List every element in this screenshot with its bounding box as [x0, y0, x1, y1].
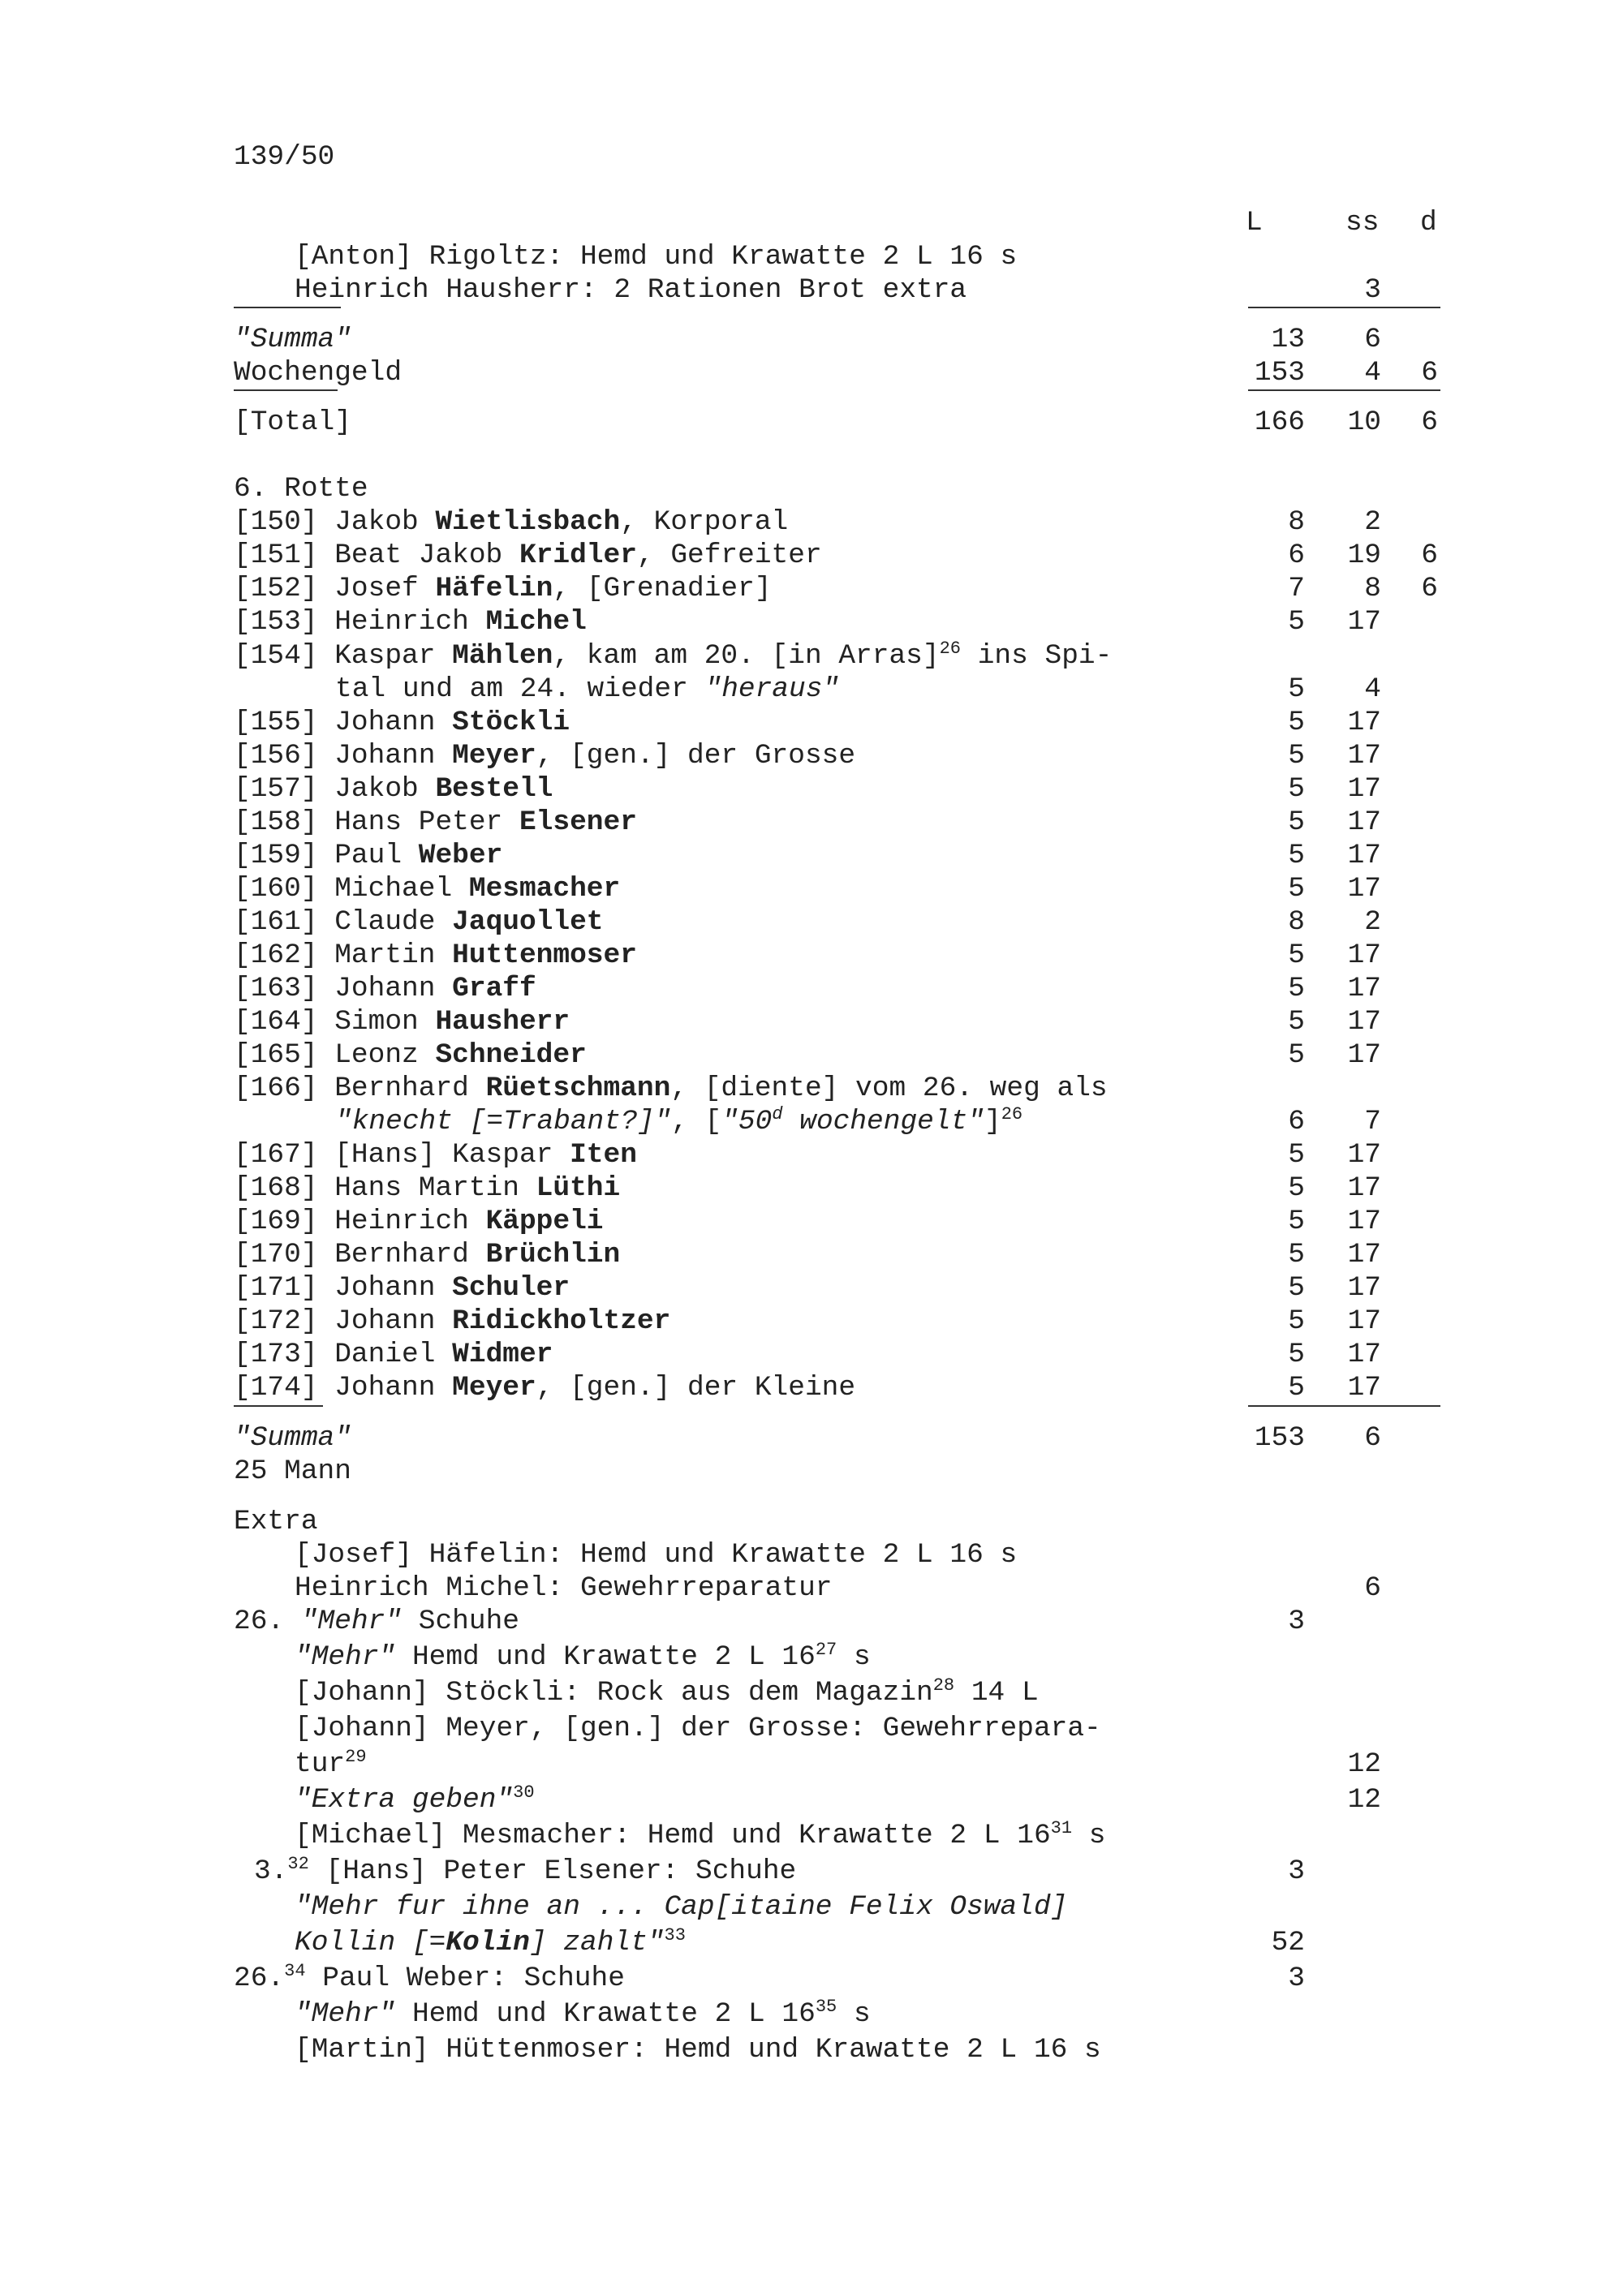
surname: Huttenmoser	[452, 939, 637, 971]
text-run: [154] Kaspar	[234, 640, 453, 672]
surname: Schuler	[452, 1272, 570, 1304]
text-run: s	[837, 1998, 871, 2030]
footnote-ref: 30	[513, 1782, 535, 1803]
column-header-row	[0, 206, 1623, 239]
ledger-row	[0, 273, 1623, 307]
roster-row	[0, 1072, 1623, 1105]
entry-text	[295, 1890, 1067, 1924]
roster-row	[0, 972, 1623, 1005]
extra-row	[0, 2033, 1623, 2066]
footnote-ref: 28	[932, 1675, 955, 1696]
text-run: s	[1072, 1820, 1106, 1851]
text-run: ]	[984, 1106, 1001, 1137]
amount-sols: 17	[1347, 1339, 1381, 1370]
entry-text	[234, 872, 620, 905]
entry-text	[234, 505, 788, 539]
footnote-ref: 34	[284, 1961, 306, 1981]
amount-livres: 5	[1288, 973, 1305, 1004]
text-run: 14 L	[954, 1677, 1039, 1709]
text-run: [152] Josef	[234, 573, 436, 604]
text-run: tal und am 24. wieder	[335, 673, 705, 705]
extra-row	[0, 1605, 1623, 1638]
extra-row	[0, 1855, 1623, 1888]
text-run: [173] Daniel	[234, 1339, 453, 1370]
text-run: "50	[721, 1106, 773, 1137]
entry-text	[234, 1505, 318, 1538]
text-run: Wochengeld	[234, 357, 403, 389]
amount-sols: 17	[1347, 1139, 1381, 1171]
text-run: [Michael] Mesmacher: Hemd und Krawatte 2 L 16	[295, 1820, 1051, 1851]
surname: Jaquollet	[452, 906, 604, 938]
roster-row	[0, 1371, 1623, 1404]
extra-row	[0, 1748, 1623, 1781]
rule-top-text	[234, 307, 341, 308]
surname: Wietlisbach	[435, 506, 621, 538]
text-run: 26.	[234, 1963, 285, 1994]
text-run: [150] Jakob	[234, 506, 436, 538]
amount-sols: 17	[1347, 1006, 1381, 1038]
text-run: [158] Hans Peter	[234, 806, 519, 838]
entry-text	[234, 323, 351, 356]
footnote-ref: 31	[1050, 1818, 1073, 1838]
text-run: Kollin [=	[295, 1927, 446, 1958]
text-run: "Mehr"	[295, 1998, 396, 2030]
amount-deniers: 6	[1421, 406, 1438, 438]
entry-text	[234, 639, 1112, 673]
text-run: wochengelt"	[782, 1106, 984, 1137]
text-run: 3.	[254, 1855, 288, 1887]
amount-livres: 13	[1271, 324, 1305, 355]
surname: Meyer	[452, 740, 536, 772]
roster-row	[0, 739, 1623, 772]
extra-row	[0, 1962, 1623, 1995]
rotte-title: 6. Rotte	[234, 473, 368, 505]
text-run: [170] Bernhard	[234, 1239, 486, 1271]
summary-row	[0, 1421, 1623, 1455]
entry-text	[234, 1005, 570, 1038]
roster-row	[0, 839, 1623, 872]
roster-row	[0, 1138, 1623, 1172]
text-run: , kam am 20. [in Arras]	[553, 640, 940, 672]
text-run: [157] Jakob	[234, 773, 436, 805]
ledger-row	[0, 406, 1623, 439]
surname: Schneider	[435, 1039, 587, 1071]
surname: Käppeli	[485, 1206, 604, 1237]
amount-livres: 5	[1288, 1239, 1305, 1271]
amount-sols: 17	[1347, 773, 1381, 805]
amount-sols: 17	[1347, 1272, 1381, 1304]
amount-sols: 6	[1364, 324, 1381, 355]
text-run: [159] Paul	[234, 840, 419, 871]
rule-roster-numbers	[1248, 1405, 1440, 1407]
text-run: Hemd und Krawatte 2 L 16	[395, 1998, 816, 2030]
text-run: Heinrich Hausherr: 2 Rationen Brot extra	[295, 274, 967, 306]
column-header-ss: ss	[1345, 207, 1380, 239]
amount-livres: 7	[1288, 573, 1305, 604]
surname: Mählen	[452, 640, 553, 672]
amount-livres: 5	[1288, 1172, 1305, 1204]
amount-livres: 5	[1288, 873, 1305, 905]
entry-text	[234, 1455, 351, 1488]
roster-row	[0, 1338, 1623, 1371]
text-run: [Josef] Häfelin: Hemd und Krawatte 2 L 16 s	[295, 1539, 1018, 1571]
amount-sols: 17	[1347, 840, 1381, 871]
text-run: Extra	[234, 1506, 318, 1537]
surname: Stöckli	[452, 707, 570, 738]
text-run: s	[837, 1641, 871, 1673]
text-run: , [gen.] der Grosse	[536, 740, 856, 772]
roster-row	[0, 1172, 1623, 1205]
roster-row	[0, 706, 1623, 739]
entry-text	[234, 706, 570, 739]
amount-livres: 5	[1288, 606, 1305, 638]
amount-livres: 6	[1288, 540, 1305, 571]
surname: Weber	[418, 840, 503, 871]
entry-text	[234, 605, 587, 638]
surname: Hausherr	[435, 1006, 570, 1038]
amount-sols: 17	[1347, 873, 1381, 905]
entry-text	[295, 1712, 1101, 1745]
footnote-ref: 26	[1001, 1104, 1023, 1124]
roster-row	[0, 1238, 1623, 1271]
roster-row	[0, 505, 1623, 539]
text-run: [174] Johann	[234, 1372, 453, 1404]
rule-top-numbers	[1248, 307, 1440, 308]
amount-sols: 12	[1347, 1784, 1381, 1816]
text-run: [167] [Hans] Kaspar	[234, 1139, 570, 1171]
surname: Elsener	[519, 806, 637, 838]
surname: Lüthi	[536, 1172, 621, 1204]
footnote-ref: 26	[939, 638, 961, 659]
entry-text	[295, 1748, 367, 1781]
entry-text	[295, 273, 966, 307]
amount-sols: 10	[1347, 406, 1381, 438]
rule-roster-text	[234, 1405, 323, 1407]
amount-deniers: 6	[1421, 573, 1438, 604]
extra-row	[0, 1783, 1623, 1817]
roster-row	[0, 605, 1623, 638]
roster-row	[0, 639, 1623, 673]
amount-livres: 3	[1288, 1855, 1305, 1887]
roster-row	[0, 673, 1623, 706]
surname: Graff	[452, 973, 536, 1004]
roster-row	[0, 1105, 1623, 1138]
ledger-row	[0, 356, 1623, 389]
amount-livres: 3	[1288, 1606, 1305, 1637]
entry-text	[234, 1072, 1108, 1105]
entry-text	[234, 572, 772, 605]
surname: Brüchlin	[485, 1239, 621, 1271]
roster-row	[0, 1005, 1623, 1038]
amount-livres: 166	[1254, 406, 1305, 438]
amount-livres: 3	[1288, 1963, 1305, 1994]
amount-livres: 5	[1288, 740, 1305, 772]
text-run: "Mehr"	[300, 1606, 403, 1637]
entry-text	[234, 972, 536, 1005]
entry-text	[295, 2033, 1101, 2066]
text-run: Paul Weber: Schuhe	[305, 1963, 625, 1994]
roster-row	[0, 772, 1623, 806]
entry-text	[234, 1371, 855, 1404]
amount-sols: 17	[1347, 606, 1381, 638]
text-run: 25 Mann	[234, 1455, 351, 1487]
amount-sols: 7	[1364, 1106, 1381, 1137]
entry-text	[234, 1271, 570, 1305]
amount-deniers: 6	[1421, 357, 1438, 389]
amount-sols: 17	[1347, 939, 1381, 971]
text-run: , [gen.] der Kleine	[536, 1372, 856, 1404]
text-run: "knecht [=Trabant?]"	[335, 1106, 672, 1137]
text-run: ins Spi-	[960, 640, 1113, 672]
ledger-row	[0, 323, 1623, 356]
extra-row	[0, 1890, 1623, 1924]
text-run: , [Grenadier]	[553, 573, 772, 604]
amount-sols: 17	[1347, 1039, 1381, 1071]
entry-text	[234, 905, 604, 939]
amount-sols: 17	[1347, 1172, 1381, 1204]
roster-row	[0, 572, 1623, 605]
text-run: "Summa"	[234, 324, 351, 355]
surname: Iten	[570, 1139, 637, 1171]
amount-livres: 5	[1288, 840, 1305, 871]
roster-row	[0, 905, 1623, 939]
entry-text	[234, 1205, 604, 1238]
amount-sols: 17	[1347, 806, 1381, 838]
rule-wochengeld-text	[234, 389, 338, 391]
text-run: , [	[671, 1106, 722, 1137]
amount-sols: 3	[1364, 274, 1381, 306]
column-header-l: L	[1246, 207, 1263, 239]
entry-text	[234, 939, 637, 972]
amount-sols: 2	[1364, 906, 1381, 938]
entry-text	[234, 1421, 351, 1455]
entry-text	[234, 1138, 637, 1172]
ledger-row	[0, 240, 1623, 273]
column-header-d: d	[1420, 207, 1437, 239]
extra-row	[0, 1676, 1623, 1709]
amount-livres: 5	[1288, 773, 1305, 805]
entry-text	[234, 806, 637, 839]
text-run: [Anton] Rigoltz: Hemd und Krawatte 2 L 16 s	[295, 241, 1018, 273]
amount-livres: 5	[1288, 1339, 1305, 1370]
rule-wochengeld-numbers	[1248, 389, 1440, 391]
text-run: Schuhe	[402, 1606, 519, 1637]
amount-livres: 5	[1288, 1272, 1305, 1304]
amount-livres: 5	[1288, 1039, 1305, 1071]
entry-text	[234, 1338, 553, 1371]
amount-sols: 17	[1347, 707, 1381, 738]
text-run: [Johann] Meyer, [gen.] der Grosse: Gewehrrepara-	[295, 1713, 1101, 1744]
amount-livres: 52	[1271, 1927, 1305, 1958]
amount-sols: 17	[1347, 1372, 1381, 1404]
text-run: [168] Hans Martin	[234, 1172, 536, 1204]
amount-livres: 8	[1288, 906, 1305, 938]
amount-livres: 6	[1288, 1106, 1305, 1137]
roster-row	[0, 1271, 1623, 1305]
text-run: [165] Leonz	[234, 1039, 436, 1071]
entry-text	[234, 739, 855, 772]
text-run: [171] Johann	[234, 1272, 453, 1304]
text-run: [151] Beat Jakob	[234, 540, 519, 571]
text-run: [Hans] Peter Elsener: Schuhe	[308, 1855, 797, 1887]
amount-livres: 5	[1288, 806, 1305, 838]
amount-sols: 17	[1347, 740, 1381, 772]
amount-livres: 5	[1288, 673, 1305, 705]
surname: Michel	[485, 606, 587, 638]
entry-text	[234, 839, 502, 872]
text-run: [Total]	[234, 406, 351, 438]
text-run: Hemd und Krawatte 2 L 16	[395, 1641, 816, 1673]
surname: Bestell	[435, 773, 553, 805]
text-run: [164] Simon	[234, 1006, 436, 1038]
text-run: , Korporal	[620, 506, 789, 538]
text-run: [172] Johann	[234, 1305, 453, 1337]
text-run: tur	[295, 1748, 346, 1780]
amount-sols: 8	[1364, 573, 1381, 604]
footnote-ref: 35	[815, 1997, 837, 2017]
footnote-ref: 29	[345, 1747, 367, 1767]
text-run: [161] Claude	[234, 906, 453, 938]
footnote-ref: 33	[664, 1925, 686, 1946]
text-run: ] zahlt"	[529, 1927, 665, 1958]
amount-livres: 5	[1288, 1206, 1305, 1237]
entry-text	[295, 1783, 535, 1817]
text-run: [153] Heinrich	[234, 606, 486, 638]
extra-row	[0, 1712, 1623, 1745]
text-run: [166] Bernhard	[234, 1073, 486, 1104]
entry-text	[234, 1962, 625, 1995]
text-run: "Mehr"	[295, 1641, 396, 1673]
text-run: 26.	[234, 1606, 301, 1637]
roster-row	[0, 539, 1623, 572]
amount-sols: 6	[1364, 1422, 1381, 1454]
amount-livres: 153	[1254, 357, 1305, 389]
amount-sols: 17	[1347, 1239, 1381, 1271]
entry-text	[295, 1538, 1017, 1572]
entry-text	[234, 1172, 620, 1205]
roster-row	[0, 1038, 1623, 1072]
amount-livres: 153	[1254, 1422, 1305, 1454]
extra-row	[0, 1997, 1623, 2031]
amount-livres: 5	[1288, 939, 1305, 971]
footnote-ref: 27	[815, 1640, 837, 1660]
entry-text	[295, 1819, 1105, 1852]
text-run: "heraus"	[704, 673, 840, 705]
amount-sols: 17	[1347, 1305, 1381, 1337]
page-number: 139/50	[234, 141, 335, 173]
entry-text	[234, 1238, 620, 1271]
amount-sols: 4	[1364, 673, 1381, 705]
extra-row	[0, 1538, 1623, 1572]
entry-text	[335, 673, 839, 706]
text-run: "Summa"	[234, 1422, 351, 1454]
amount-livres: 5	[1288, 1139, 1305, 1171]
amount-livres: 5	[1288, 1305, 1305, 1337]
entry-text	[234, 772, 553, 806]
entry-text	[295, 1926, 686, 1959]
text-run: [156] Johann	[234, 740, 453, 772]
text-run: , Gefreiter	[636, 540, 822, 571]
text-run: [162] Martin	[234, 939, 453, 971]
entry-text	[295, 1572, 833, 1605]
text-run: [169] Heinrich	[234, 1206, 486, 1237]
amount-livres: 5	[1288, 1372, 1305, 1404]
roster-row	[0, 872, 1623, 905]
amount-deniers: 6	[1421, 540, 1438, 571]
text-run: , [diente] vom 26. weg als	[670, 1073, 1108, 1104]
text-run: [Johann] Stöckli: Rock aus dem Magazin	[295, 1677, 933, 1709]
rotte-heading	[0, 472, 1623, 505]
surname: Meyer	[452, 1372, 536, 1404]
text-run: [155] Johann	[234, 707, 453, 738]
amount-livres: 8	[1288, 506, 1305, 538]
entry-text	[335, 1105, 1022, 1138]
surname: Mesmacher	[468, 873, 621, 905]
roster-row	[0, 939, 1623, 972]
entry-text	[295, 1997, 871, 2031]
summary-row	[0, 1455, 1623, 1488]
amount-sols: 12	[1347, 1748, 1381, 1780]
roster-row	[0, 1305, 1623, 1338]
footnote-ref: 32	[287, 1854, 309, 1874]
extra-row	[0, 1819, 1623, 1852]
roster-row	[0, 806, 1623, 839]
surname: Rüetschmann	[485, 1073, 671, 1104]
entry-text	[234, 1038, 587, 1072]
amount-livres: 5	[1288, 707, 1305, 738]
entry-text	[295, 240, 1017, 273]
extra-row	[0, 1640, 1623, 1674]
text-run: "Extra geben"	[295, 1784, 514, 1816]
amount-sols: 6	[1364, 1572, 1381, 1604]
text-run: [163] Johann	[234, 973, 453, 1004]
text-run: Heinrich Michel: Gewehrreparatur	[295, 1572, 833, 1604]
text-run: [160] Michael	[234, 873, 469, 905]
surname: Ridickholtzer	[452, 1305, 671, 1337]
surname: Widmer	[452, 1339, 553, 1370]
extra-row	[0, 1505, 1623, 1538]
amount-livres: 5	[1288, 1006, 1305, 1038]
extra-row	[0, 1572, 1623, 1605]
entry-text	[234, 539, 822, 572]
amount-sols: 17	[1347, 973, 1381, 1004]
extra-row	[0, 1926, 1623, 1959]
surname: Häfelin	[435, 573, 553, 604]
entry-text	[234, 356, 402, 389]
amount-sols: 19	[1347, 540, 1381, 571]
roster-row	[0, 1205, 1623, 1238]
entry-text	[254, 1855, 796, 1888]
footnote-ref: d	[772, 1104, 783, 1124]
text-run: "Mehr fur ihne an ... Cap[itaine Felix Oswald]	[295, 1891, 1068, 1923]
amount-sols: 17	[1347, 1206, 1381, 1237]
entry-text	[295, 1640, 871, 1674]
entry-text	[234, 1605, 519, 1638]
entry-text	[295, 1676, 1039, 1709]
entry-text	[234, 406, 351, 439]
entry-text	[234, 1305, 670, 1338]
surname: Kridler	[519, 540, 637, 571]
text-run: [Martin] Hüttenmoser: Hemd und Krawatte 2 L 16 s	[295, 2034, 1101, 2066]
surname: Kolin	[446, 1927, 530, 1958]
amount-sols: 2	[1364, 506, 1381, 538]
amount-sols: 4	[1364, 357, 1381, 389]
